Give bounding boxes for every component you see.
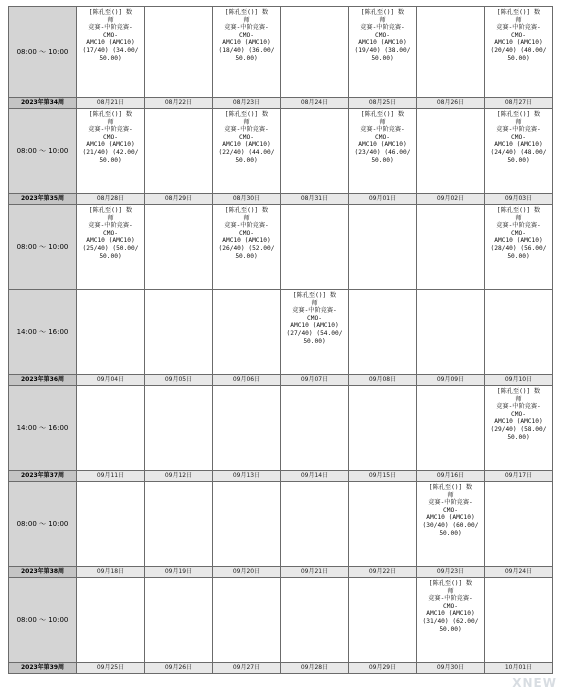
date-cell: 09月25日	[77, 663, 145, 674]
session-price: 50.00)	[439, 625, 462, 633]
session-progress: (27/40) (54.00/	[286, 329, 343, 337]
course-session[interactable]	[417, 578, 484, 633]
empty-cell	[77, 482, 145, 567]
week-label: 2023年第38周	[9, 567, 77, 578]
empty-cell	[417, 7, 485, 98]
course-category: 竞赛-中阶竞赛-	[292, 307, 337, 315]
course-category: 竞赛-中阶竞赛-	[224, 24, 269, 32]
empty-cell	[417, 205, 485, 290]
session-progress: (31/40) (62.00/	[422, 617, 479, 625]
session-progress: (29/40) (58.00/	[490, 425, 547, 433]
empty-cell	[145, 578, 213, 663]
course-code: AMC10 (AMC10)	[494, 141, 543, 149]
date-cell: 09月30日	[417, 663, 485, 674]
session-progress: (23/40) (46.00/	[354, 148, 411, 156]
date-cell: 09月01日	[349, 194, 417, 205]
course-code: AMC10 (AMC10)	[86, 39, 135, 47]
date-cell: 09月29日	[349, 663, 417, 674]
course-code: AMC10 (AMC10)	[222, 237, 271, 245]
date-cell: 09月06日	[213, 375, 281, 386]
time-slot-label: 14:00 ～ 16:00	[9, 386, 77, 471]
week-label: 2023年第39周	[9, 663, 77, 674]
empty-cell	[281, 7, 349, 98]
course-name-line1: [陈孔至()] 数	[292, 292, 337, 299]
course-name-line1: [陈孔至()] 数	[360, 9, 405, 16]
date-cell: 09月13日	[213, 471, 281, 482]
time-slot-label: 14:00 ～ 16:00	[9, 290, 77, 375]
date-cell: 08月25日	[349, 98, 417, 109]
time-slot-row	[9, 290, 553, 375]
session-progress: (21/40) (42.00/	[82, 148, 139, 156]
session-price: 50.00)	[507, 54, 530, 62]
course-session-cell[interactable]	[485, 205, 553, 290]
course-name-line2: 师	[515, 395, 522, 403]
week-header-row	[9, 567, 553, 578]
date-cell: 09月08日	[349, 375, 417, 386]
course-name-line1: [陈孔至()] 数	[88, 9, 133, 16]
course-name-line1: [陈孔至()] 数	[224, 9, 269, 16]
course-name-line2: 师	[515, 118, 522, 126]
empty-cell	[77, 578, 145, 663]
week-label: 2023年第35周	[9, 194, 77, 205]
course-session-cell[interactable]	[77, 205, 145, 290]
course-category: 竞赛-中阶竞赛-	[496, 222, 541, 230]
empty-cell	[349, 205, 417, 290]
course-category: 竞赛-中阶竞赛-	[428, 499, 473, 507]
course-name-line2: 师	[447, 491, 454, 499]
course-session-cell[interactable]	[417, 482, 485, 567]
course-session-cell[interactable]	[77, 7, 145, 98]
course-track: CMO-	[511, 410, 526, 418]
empty-cell	[77, 386, 145, 471]
course-name-line2: 师	[515, 214, 522, 222]
session-progress: (20/40) (40.00/	[490, 46, 547, 54]
course-track: CMO-	[103, 31, 118, 39]
date-cell: 09月03日	[485, 194, 553, 205]
course-track: CMO-	[443, 602, 458, 610]
course-session[interactable]	[349, 7, 416, 62]
empty-cell	[485, 290, 553, 375]
course-category: 竞赛-中阶竞赛-	[224, 126, 269, 134]
empty-cell	[281, 109, 349, 194]
empty-cell	[349, 386, 417, 471]
week-label: 2023年第36周	[9, 375, 77, 386]
week-header-row	[9, 471, 553, 482]
date-cell: 09月18日	[77, 567, 145, 578]
session-progress: (30/40) (60.00/	[422, 521, 479, 529]
date-cell: 09月20日	[213, 567, 281, 578]
course-session[interactable]	[417, 482, 484, 537]
date-cell: 08月21日	[77, 98, 145, 109]
course-session[interactable]	[77, 109, 144, 164]
course-name-line1: [陈孔至()] 数	[88, 111, 133, 118]
course-name-line2: 师	[379, 16, 386, 24]
date-cell: 08月24日	[281, 98, 349, 109]
date-cell: 09月04日	[77, 375, 145, 386]
course-session-cell[interactable]	[213, 109, 281, 194]
date-cell: 09月17日	[485, 471, 553, 482]
week-header-row	[9, 663, 553, 674]
date-cell: 08月30日	[213, 194, 281, 205]
session-progress: (22/40) (44.00/	[218, 148, 275, 156]
course-session-cell[interactable]	[349, 109, 417, 194]
date-cell: 09月22日	[349, 567, 417, 578]
empty-cell	[281, 482, 349, 567]
week-header-row	[9, 98, 553, 109]
course-name-line1: [陈孔至()] 数	[428, 484, 473, 491]
time-slot-row	[9, 386, 553, 471]
date-cell: 09月02日	[417, 194, 485, 205]
date-cell: 08月23日	[213, 98, 281, 109]
course-name-line1: [陈孔至()] 数	[428, 580, 473, 587]
time-slot-label: 08:00 ～ 10:00	[9, 109, 77, 194]
session-progress: (26/40) (52.00/	[218, 244, 275, 252]
course-session[interactable]	[77, 7, 144, 62]
date-cell: 08月31日	[281, 194, 349, 205]
course-track: CMO-	[443, 506, 458, 514]
date-cell: 08月29日	[145, 194, 213, 205]
week-label: 2023年第34周	[9, 98, 77, 109]
course-category: 竞赛-中阶竞赛-	[428, 595, 473, 603]
date-cell: 08月26日	[417, 98, 485, 109]
course-session[interactable]	[485, 205, 552, 260]
empty-cell	[281, 386, 349, 471]
empty-cell	[213, 578, 281, 663]
date-cell: 09月27日	[213, 663, 281, 674]
session-progress: (25/40) (50.00/	[82, 244, 139, 252]
date-cell: 09月15日	[349, 471, 417, 482]
course-name-line1: [陈孔至()] 数	[496, 207, 541, 214]
date-cell: 09月10日	[485, 375, 553, 386]
course-track: CMO-	[511, 229, 526, 237]
course-category: 竞赛-中阶竞赛-	[88, 24, 133, 32]
course-code: AMC10 (AMC10)	[358, 39, 407, 47]
course-name-line2: 师	[243, 118, 250, 126]
course-name-line1: [陈孔至()] 数	[496, 9, 541, 16]
course-session-cell[interactable]	[485, 109, 553, 194]
session-price: 50.00)	[371, 54, 394, 62]
date-cell: 08月22日	[145, 98, 213, 109]
time-slot-label: 08:00 ～ 10:00	[9, 205, 77, 290]
date-cell: 09月26日	[145, 663, 213, 674]
empty-cell	[145, 205, 213, 290]
session-price: 50.00)	[507, 156, 530, 164]
course-code: AMC10 (AMC10)	[222, 39, 271, 47]
course-track: CMO-	[375, 31, 390, 39]
empty-cell	[77, 290, 145, 375]
course-session-cell[interactable]	[213, 7, 281, 98]
course-session-cell[interactable]	[77, 109, 145, 194]
course-track: CMO-	[239, 133, 254, 141]
course-session-cell[interactable]	[213, 205, 281, 290]
week-label: 2023年第37周	[9, 471, 77, 482]
course-session[interactable]	[281, 290, 348, 345]
date-cell: 09月14日	[281, 471, 349, 482]
course-code: AMC10 (AMC10)	[290, 322, 339, 330]
course-session[interactable]	[485, 109, 552, 164]
date-cell: 09月07日	[281, 375, 349, 386]
empty-cell	[145, 386, 213, 471]
course-track: CMO-	[511, 31, 526, 39]
date-cell: 08月27日	[485, 98, 553, 109]
course-session[interactable]	[485, 7, 552, 62]
course-session-cell[interactable]	[417, 578, 485, 663]
empty-cell	[213, 290, 281, 375]
date-cell: 09月28日	[281, 663, 349, 674]
course-code: AMC10 (AMC10)	[426, 610, 475, 618]
session-price: 50.00)	[235, 54, 258, 62]
time-slot-label: 08:00 ～ 10:00	[9, 578, 77, 663]
course-code: AMC10 (AMC10)	[494, 237, 543, 245]
time-slot-label: 08:00 ～ 10:00	[9, 7, 77, 98]
course-name-line2: 师	[447, 587, 454, 595]
schedule-table	[8, 6, 553, 674]
empty-cell	[281, 205, 349, 290]
session-price: 50.00)	[99, 252, 122, 260]
session-progress: (28/40) (56.00/	[490, 244, 547, 252]
empty-cell	[417, 386, 485, 471]
course-session[interactable]	[213, 109, 280, 164]
date-cell: 09月11日	[77, 471, 145, 482]
date-cell: 09月19日	[145, 567, 213, 578]
session-price: 50.00)	[235, 252, 258, 260]
empty-cell	[417, 290, 485, 375]
session-price: 50.00)	[235, 156, 258, 164]
course-category: 竞赛-中阶竞赛-	[88, 126, 133, 134]
session-progress: (17/40) (34.00/	[82, 46, 139, 54]
course-category: 竞赛-中阶竞赛-	[360, 24, 405, 32]
session-price: 50.00)	[371, 156, 394, 164]
empty-cell	[213, 386, 281, 471]
course-name-line1: [陈孔至()] 数	[496, 388, 541, 395]
course-name-line1: [陈孔至()] 数	[496, 111, 541, 118]
time-slot-row	[9, 578, 553, 663]
course-track: CMO-	[103, 229, 118, 237]
course-session[interactable]	[213, 7, 280, 62]
course-name-line2: 师	[107, 16, 114, 24]
course-name-line2: 师	[311, 299, 318, 307]
course-track: CMO-	[307, 314, 322, 322]
date-cell: 09月24日	[485, 567, 553, 578]
course-session[interactable]	[349, 109, 416, 164]
date-cell: 09月21日	[281, 567, 349, 578]
date-cell: 09月23日	[417, 567, 485, 578]
session-price: 50.00)	[439, 529, 462, 537]
empty-cell	[145, 7, 213, 98]
course-session-cell[interactable]	[485, 7, 553, 98]
course-name-line1: [陈孔至()] 数	[88, 207, 133, 214]
empty-cell	[213, 482, 281, 567]
empty-cell	[349, 578, 417, 663]
course-session[interactable]	[77, 205, 144, 260]
empty-cell	[145, 109, 213, 194]
course-category: 竞赛-中阶竞赛-	[496, 126, 541, 134]
course-name-line1: [陈孔至()] 数	[360, 111, 405, 118]
course-track: CMO-	[239, 31, 254, 39]
watermark: XNEW	[512, 676, 557, 690]
empty-cell	[145, 482, 213, 567]
empty-cell	[281, 578, 349, 663]
session-price: 50.00)	[303, 337, 326, 345]
date-cell: 09月16日	[417, 471, 485, 482]
course-category: 竞赛-中阶竞赛-	[360, 126, 405, 134]
session-progress: (19/40) (38.00/	[354, 46, 411, 54]
course-name-line2: 师	[379, 118, 386, 126]
empty-cell	[349, 482, 417, 567]
empty-cell	[145, 290, 213, 375]
date-cell: 10月01日	[485, 663, 553, 674]
course-session-cell[interactable]	[485, 386, 553, 471]
time-slot-row	[9, 7, 553, 98]
week-header-row	[9, 194, 553, 205]
empty-cell	[485, 482, 553, 567]
course-category: 竞赛-中阶竞赛-	[224, 222, 269, 230]
course-name-line1: [陈孔至()] 数	[224, 207, 269, 214]
course-code: AMC10 (AMC10)	[426, 514, 475, 522]
empty-cell	[417, 109, 485, 194]
course-code: AMC10 (AMC10)	[494, 39, 543, 47]
course-code: AMC10 (AMC10)	[494, 418, 543, 426]
course-category: 竞赛-中阶竞赛-	[496, 24, 541, 32]
course-category: 竞赛-中阶竞赛-	[88, 222, 133, 230]
session-price: 50.00)	[99, 54, 122, 62]
course-track: CMO-	[103, 133, 118, 141]
course-name-line2: 师	[515, 16, 522, 24]
week-header-row	[9, 375, 553, 386]
time-slot-row	[9, 205, 553, 290]
course-session[interactable]	[485, 386, 552, 441]
course-name-line2: 师	[107, 118, 114, 126]
course-session-cell[interactable]	[281, 290, 349, 375]
course-name-line2: 师	[243, 16, 250, 24]
session-progress: (18/40) (36.00/	[218, 46, 275, 54]
date-cell: 08月28日	[77, 194, 145, 205]
empty-cell	[349, 290, 417, 375]
date-cell: 09月12日	[145, 471, 213, 482]
course-track: CMO-	[239, 229, 254, 237]
course-code: AMC10 (AMC10)	[222, 141, 271, 149]
course-track: CMO-	[375, 133, 390, 141]
session-price: 50.00)	[507, 252, 530, 260]
course-name-line2: 师	[243, 214, 250, 222]
date-cell: 09月05日	[145, 375, 213, 386]
course-session-cell[interactable]	[349, 7, 417, 98]
course-code: AMC10 (AMC10)	[358, 141, 407, 149]
course-session[interactable]	[213, 205, 280, 260]
session-progress: (24/40) (48.00/	[490, 148, 547, 156]
course-category: 竞赛-中阶竞赛-	[496, 403, 541, 411]
course-code: AMC10 (AMC10)	[86, 237, 135, 245]
empty-cell	[485, 578, 553, 663]
course-track: CMO-	[511, 133, 526, 141]
course-name-line2: 师	[107, 214, 114, 222]
session-price: 50.00)	[99, 156, 122, 164]
date-cell: 09月09日	[417, 375, 485, 386]
time-slot-label: 08:00 ～ 10:00	[9, 482, 77, 567]
time-slot-row	[9, 109, 553, 194]
session-price: 50.00)	[507, 433, 530, 441]
course-name-line1: [陈孔至()] 数	[224, 111, 269, 118]
course-code: AMC10 (AMC10)	[86, 141, 135, 149]
time-slot-row	[9, 482, 553, 567]
